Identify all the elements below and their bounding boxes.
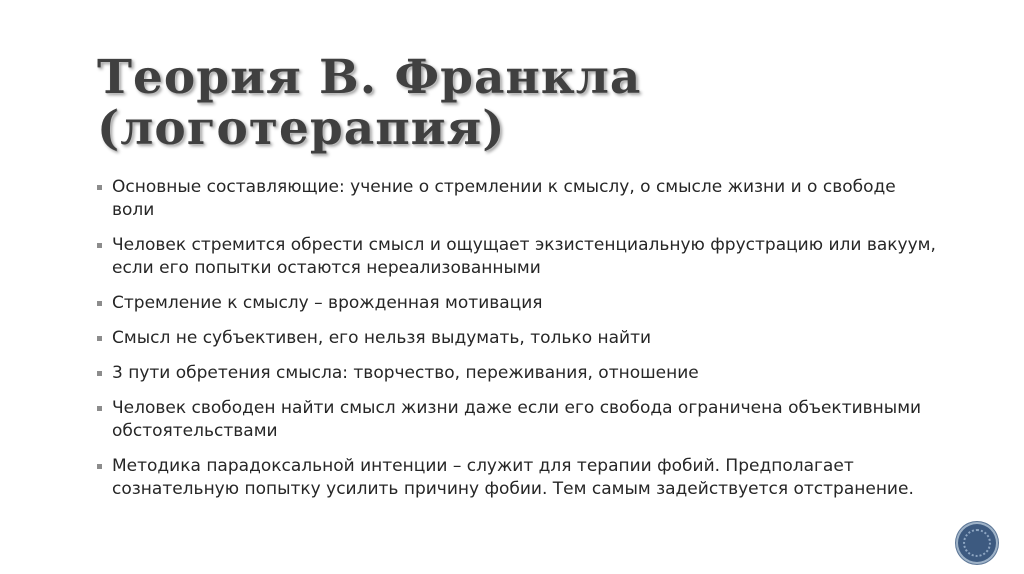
bullet-item-7 (97, 455, 937, 501)
bullet-item-2 (97, 234, 937, 280)
bullet-text: Человек стремится обрести смысл и ощущает экзистенциальную фрустрацию или вакуум, если его попытки остаются нереализованными (112, 235, 936, 278)
bullet-item-3 (97, 292, 937, 315)
square-bullet-icon (97, 301, 102, 306)
bullet-text: Методика парадоксальной интенции – служит для терапии фобий. Предполагает сознательную попытку усилить причину фобии. Тем самым задействуется отстранение. (112, 456, 914, 499)
title-line-1: Теория В. Франкла (97, 50, 642, 105)
bullet-item-5 (97, 362, 937, 385)
square-bullet-icon (97, 371, 102, 376)
slide-title (97, 52, 917, 154)
badge-ring (963, 529, 991, 557)
title-line-2: (логотерапия) (97, 101, 506, 156)
bullet-item-1 (97, 176, 937, 222)
bullet-item-4 (97, 327, 937, 350)
square-bullet-icon (97, 243, 102, 248)
slide-badge-icon (958, 524, 996, 562)
bullet-text: Стремление к смыслу – врожденная мотивация (112, 293, 543, 313)
bullet-text: Смысл не субъективен, его нельзя выдумать, только найти (112, 328, 652, 348)
bullet-text: Основные составляющие: учение о стремлении к смыслу, о смысле жизни и о свободе воли (112, 177, 896, 220)
bullet-text: Человек свободен найти смысл жизни даже если его свобода ограничена объективными обстоятельствами (112, 398, 922, 441)
square-bullet-icon (97, 464, 102, 469)
bullet-item-6 (97, 397, 937, 443)
square-bullet-icon (97, 406, 102, 411)
bullet-text: 3 пути обретения смысла: творчество, переживания, отношение (112, 363, 699, 383)
square-bullet-icon (97, 336, 102, 341)
bullet-list (97, 176, 937, 513)
square-bullet-icon (97, 185, 102, 190)
